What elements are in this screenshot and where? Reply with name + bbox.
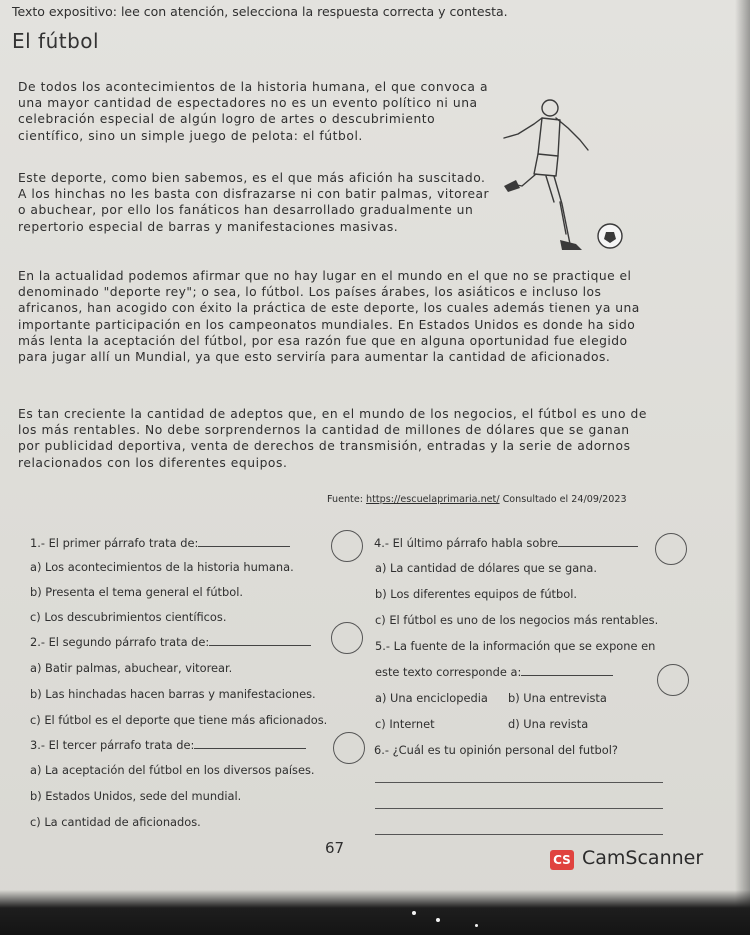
- camscanner-watermark: CamScanner: [582, 847, 704, 869]
- question-6: 6.- ¿Cuál es tu opinión personal del futbol?: [374, 743, 618, 757]
- q2-option-c[interactable]: c) El fútbol es el deporte que tiene más aficionados.: [30, 713, 328, 727]
- question-4: 4.- El último párrafo habla sobre: [374, 535, 638, 551]
- q3-option-b[interactable]: b) Estados Unidos, sede del mundial.: [30, 789, 242, 803]
- answer-line-3[interactable]: [375, 834, 663, 835]
- answer-blank[interactable]: [521, 665, 613, 676]
- answer-circle-q1[interactable]: [331, 530, 363, 562]
- q3-option-a[interactable]: a) La aceptación del fútbol en los diversos países.: [30, 763, 315, 777]
- question-2: 2.- El segundo párrafo trata de:: [30, 634, 311, 650]
- question-5-line1: 5.- La fuente de la información que se expone en: [375, 639, 656, 653]
- answer-circle-q2[interactable]: [331, 622, 363, 654]
- scan-shadow-bottom: [0, 890, 750, 935]
- instruction: Texto expositivo: lee con atención, selecciona la respuesta correcta y contesta.: [12, 4, 508, 19]
- paragraph-1: De todos los acontecimientos de la historia humana, el que convoca a una mayor cantidad de espectadores no es un evento político ni una celebración especial de algún logro de artes o descubrimiento científico, sino un simple juego de pelota: el fútbol.: [18, 80, 489, 143]
- q5-option-c[interactable]: c) Internet: [375, 717, 435, 731]
- q2-option-a[interactable]: a) Batir palmas, abuchear, vitorear.: [30, 661, 233, 675]
- answer-line-2[interactable]: [375, 808, 663, 809]
- answer-circle-q3[interactable]: [333, 732, 365, 764]
- answer-blank[interactable]: [198, 536, 290, 547]
- source-citation: Fuente: https://escuelaprimaria.net/ Consultado el 24/09/2023: [327, 494, 627, 505]
- answer-circle-q4[interactable]: [655, 533, 687, 565]
- answer-blank[interactable]: [209, 635, 311, 646]
- source-link[interactable]: https://escuelaprimaria.net/: [366, 494, 500, 505]
- q5-option-d[interactable]: d) Una revista: [508, 717, 589, 731]
- page-number: 67: [325, 839, 345, 857]
- q5-option-a[interactable]: a) Una enciclopedia: [375, 691, 488, 705]
- q1-option-c[interactable]: c) Los descubrimientos científicos.: [30, 610, 227, 624]
- answer-circle-q5[interactable]: [657, 664, 689, 696]
- paragraph-4: Es tan creciente la cantidad de adeptos que, en el mundo de los negocios, el fútbol es uno de los más rentables. No debe sorprendernos la cantidad de millones de dólares que se ganan por publicidad deportiva, venta de derechos de transmisión, entradas y la serie de adornos relacionados con los diferentes equipos.: [18, 407, 647, 470]
- camscanner-logo-icon: CS: [550, 850, 574, 870]
- answer-line-1[interactable]: [375, 782, 663, 783]
- speck: [475, 924, 478, 927]
- speck: [412, 911, 416, 915]
- q5-option-b[interactable]: b) Una entrevista: [508, 691, 607, 705]
- speck: [436, 918, 440, 922]
- question-5-line2: este texto corresponde a:: [375, 664, 613, 680]
- q1-option-b[interactable]: b) Presenta el tema general el fútbol.: [30, 585, 243, 599]
- paragraph-2: Este deporte, como bien sabemos, es el que más afición ha suscitado. A los hinchas no les basta con disfrazarse ni con batir palmas, vitorear o abuchear, por ello los fanáticos han desarrollado gradualmente un repertorio especial de barras y manifestaciones masivas.: [18, 171, 490, 234]
- page-title: El fútbol: [12, 29, 100, 53]
- q2-option-b[interactable]: b) Las hinchadas hacen barras y manifestaciones.: [30, 687, 316, 701]
- q4-option-c[interactable]: c) El fútbol es uno de los negocios más rentables.: [375, 613, 659, 627]
- scan-shadow-right: [735, 0, 750, 935]
- q3-option-c[interactable]: c) La cantidad de aficionados.: [30, 815, 201, 829]
- q4-option-b[interactable]: b) Los diferentes equipos de fútbol.: [375, 587, 577, 601]
- football-player-illustration: [498, 94, 648, 264]
- answer-blank[interactable]: [558, 536, 638, 547]
- q1-option-a[interactable]: a) Los acontecimientos de la historia humana.: [30, 560, 294, 574]
- answer-blank[interactable]: [194, 738, 306, 749]
- paragraph-3: En la actualidad podemos afirmar que no hay lugar en el mundo en el que no se practique el denominado "deporte rey"; o sea, lo fútbol. Los países árabes, los asiáticos e incluso los africanos, han acogido con éxito la práctica de este deporte, los cuales además tienen ya una importante participación en los campeonatos mundiales. En Estados Unidos es donde ha sido más lenta la aceptación del fútbol, por esa razón fue que en alguna oportunidad fue elegido para jugar allí un Mundial, ya que esto serviría para aumentar la cantidad de aficionados.: [18, 269, 640, 365]
- q4-option-a[interactable]: a) La cantidad de dólares que se gana.: [375, 561, 598, 575]
- question-3: 3.- El tercer párrafo trata de:: [30, 737, 306, 753]
- question-1: 1.- El primer párrafo trata de:: [30, 535, 290, 551]
